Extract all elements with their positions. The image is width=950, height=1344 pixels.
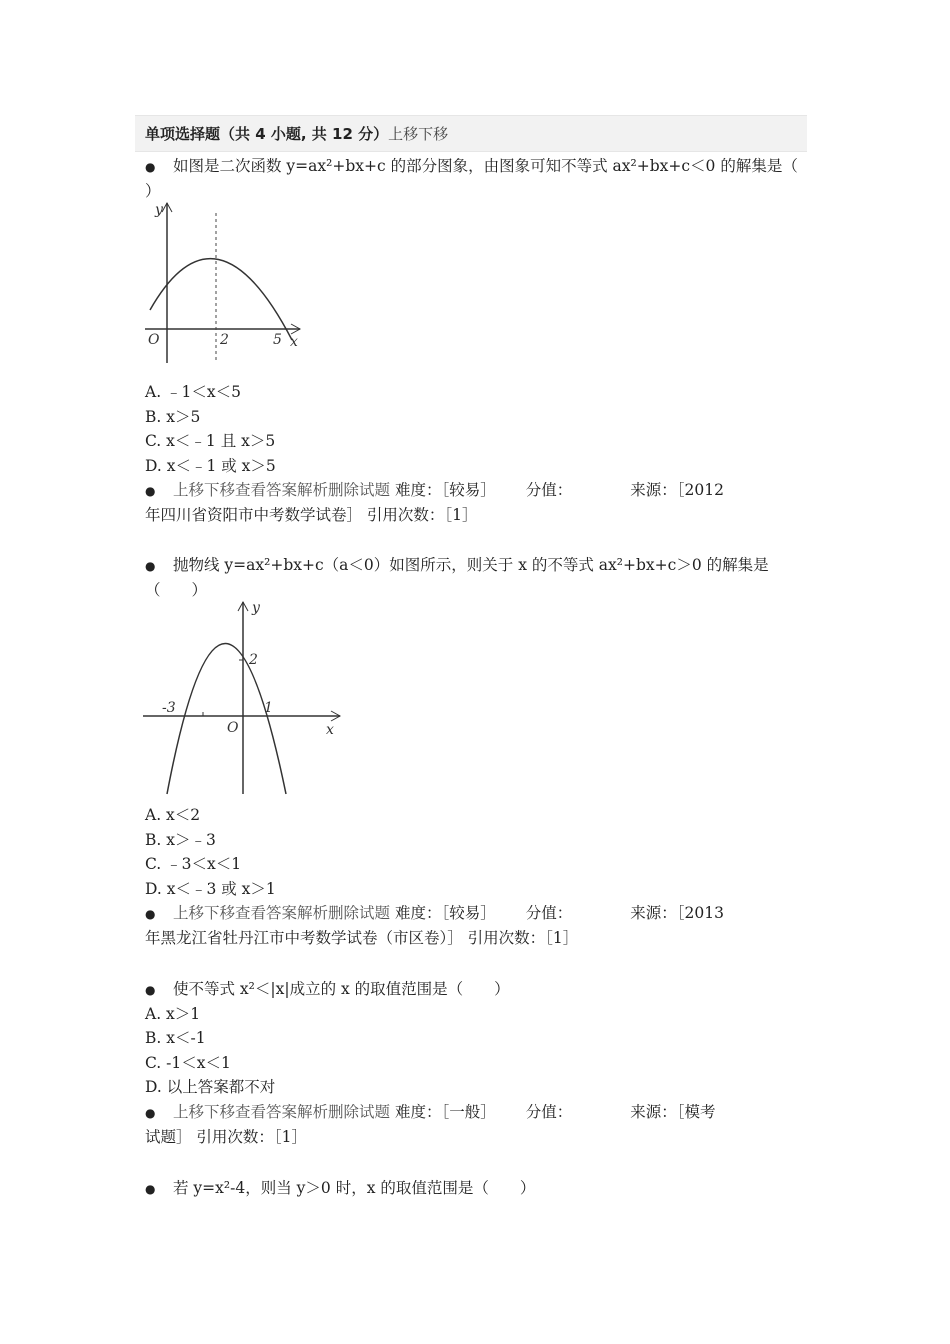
- score: 分值：: [525, 904, 573, 923]
- tick-label-5: 5: [273, 332, 282, 348]
- tick-label-neg3: -3: [162, 700, 176, 716]
- question-stem: 抛物线 y=ax²+bx+c（a＜0）如图所示，则关于 x 的不等式 ax²+bx+c＞0 的解集是: [173, 556, 769, 574]
- bullet-icon: ●: [145, 484, 156, 499]
- question-4: [145, 1176, 810, 1201]
- bullet-icon: ●: [145, 559, 156, 573]
- question-actions[interactable]: 上移下移查看答案解析删除试题: [173, 1102, 391, 1121]
- question-stem: 如图是二次函数 y=ax²+bx+c 的部分图象，由图象可知不等式 ax²+bx+c＜0 的解集是（: [173, 157, 798, 175]
- parabola: [167, 644, 286, 795]
- question-1-graph: [140, 198, 310, 368]
- source: 来源：［2013: [630, 904, 724, 923]
- section-title: 单项选择题（共 4 小题, 共 12 分）: [145, 125, 389, 143]
- source-cont: 年四川省资阳市中考数学试卷］ 引用次数：［1］: [145, 505, 478, 524]
- question-actions[interactable]: 上移下移查看答案解析删除试题: [173, 481, 391, 500]
- move-link[interactable]: 上移下移: [388, 125, 449, 143]
- question-2-graph: [140, 598, 350, 798]
- option-b[interactable]: B. x＜-1: [145, 1029, 206, 1048]
- tick-label-2: 2: [220, 332, 229, 348]
- tick-label-1: 1: [264, 700, 273, 716]
- question-1-options: [145, 380, 810, 528]
- source-cont: 试题］ 引用次数：［1］: [145, 1127, 308, 1146]
- option-c[interactable]: C. ﹣3＜x＜1: [145, 855, 242, 874]
- difficulty: 难度：［较易］: [394, 904, 496, 923]
- question-2-options: [145, 803, 810, 951]
- option-b[interactable]: B. x＞﹣3: [145, 830, 216, 849]
- score: 分值：: [525, 481, 573, 500]
- bullet-icon: ●: [145, 1105, 156, 1120]
- y-label: y: [252, 600, 260, 616]
- question-3: [145, 977, 810, 1149]
- option-a[interactable]: A. x＜2: [145, 806, 201, 824]
- option-c[interactable]: C. x＜﹣1 且 x＞5: [145, 432, 276, 451]
- question-stem: 若 y=x²-4，则当 y＞0 时，x 的取值范围是（ ）: [173, 1179, 536, 1197]
- option-d[interactable]: D. x＜﹣3 或 x＞1: [145, 879, 276, 898]
- bullet-icon: ●: [145, 1182, 156, 1196]
- question-stem-cont: （ ）: [145, 580, 208, 599]
- x-label: x: [290, 334, 298, 350]
- question-1: [145, 154, 810, 203]
- question-2: [145, 553, 810, 602]
- option-c[interactable]: C. -1＜x＜1: [145, 1053, 231, 1072]
- option-d[interactable]: D. 以上答案都不对: [145, 1078, 276, 1097]
- parabola: [150, 259, 292, 340]
- difficulty: 难度：［一般］: [394, 1102, 496, 1121]
- option-d[interactable]: D. x＜﹣1 或 x＞5: [145, 456, 276, 475]
- score: 分值：: [525, 1102, 573, 1121]
- question-stem: 使不等式 x²＜|x|成立的 x 的取值范围是（ ）: [173, 980, 510, 998]
- source: 来源：［模考: [630, 1102, 716, 1121]
- x-label: x: [326, 722, 334, 738]
- difficulty: 难度：［较易］: [394, 481, 496, 500]
- question-stem-cont: ）: [145, 181, 161, 200]
- tick-label-2: 2: [249, 652, 258, 668]
- bullet-icon: ●: [145, 907, 156, 922]
- source: 来源：［2012: [630, 481, 724, 500]
- source-cont: 年黑龙江省牡丹江市中考数学试卷（市区卷）］ 引用次数：［1］: [145, 928, 579, 947]
- option-a[interactable]: A. x＞1: [145, 1004, 201, 1023]
- section-header: [135, 115, 807, 152]
- bullet-icon: ●: [145, 160, 156, 174]
- option-a[interactable]: A. ﹣1＜x＜5: [145, 383, 242, 401]
- origin-label: O: [148, 332, 160, 348]
- option-b[interactable]: B. x＞5: [145, 407, 201, 426]
- bullet-icon: ●: [145, 983, 156, 997]
- question-actions[interactable]: 上移下移查看答案解析删除试题: [173, 904, 391, 923]
- y-label: y: [155, 202, 163, 218]
- origin-label: O: [227, 720, 239, 736]
